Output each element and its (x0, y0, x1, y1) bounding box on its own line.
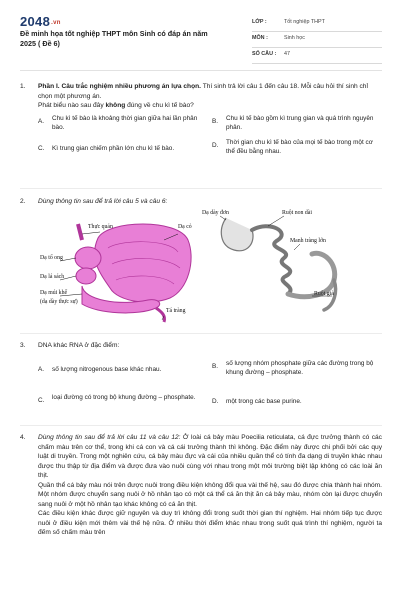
question-2: 2. Dùng thông tin sau để trả lời câu 5 và câu 6: (20, 197, 382, 207)
rumen-shape (95, 224, 192, 302)
label-omasum: Dạ lá sách (40, 274, 65, 280)
simple-stomach-shape (221, 218, 253, 251)
meta-row-class: LỚP : Tốt nghiệp THPT (252, 16, 382, 32)
q1-stem: Phát biểu nào sau đây không đúng về chu kì tế bào? (38, 102, 194, 109)
label-cecum: Manh tràng lớn (290, 238, 326, 244)
meta-row-subject: MÔN : Sinh học (252, 32, 382, 48)
q2-stem: Dùng thông tin sau để trả lời câu 5 và câu 6: (38, 198, 168, 205)
divider (20, 188, 382, 189)
small-intestine-shape (252, 226, 291, 294)
question-1: 1. Phần I. Câu trắc nghiệm nhiều phương án lựa chọn. Thí sinh trả lời câu 1 đến câu 18. Mỗi câu hỏi thí sinh chỉ chọn một phương án. Phát biểu nào sau đây không đúng về chu kì tế bào? A. Chu kì tế bào là khoảng thời gian giữa hai lần phân bào. B. Chu kì tế bào gồm kì trung gian và quá trình nguyên phân. C. Kì trung gian chiếm phần lớn chu kì tế bào. D. Thời gian chu kì tế bào của mọi tế bào trong một cơ thể đều bằng nhau. (20, 82, 382, 166)
label-simple-stomach: Dạ dày đơn (202, 210, 229, 216)
omasum-shape (76, 268, 96, 284)
digestive-system-figure (38, 210, 368, 328)
site-logo[interactable]: 2048.vn (20, 14, 61, 29)
q3-stem: DNA khác RNA ở đặc điểm: (38, 342, 120, 349)
question-3: 3. DNA khác RNA ở đặc điểm: A. số lượng nitrogenous base khác nhau. B. số lượng nhóm phosphate giữa các đường trong bộ khung đường – phosphate. C. loại đường có trong bộ khung đường – phosphate. D. một trong các base purine. (20, 341, 382, 421)
q4-paragraph-3: Các điều kiện khác được giữ nguyên và duy trì không đổi trong suốt thời gian thí nghiệm. Hai nhóm tiếp tục được nuôi ở điều kiện mới thêm vài thế hệ nữa. Ở nhiều thời điểm khác nhau trong suốt quá trình thí nghiệm, người ta đếm số chấm màu trên (38, 510, 382, 536)
q4-paragraph-1: Dùng thông tin sau để trả lời câu 11 và câu 12: Ở loài cá bảy màu Poecilia reticulata, cá đực trưởng thành có các chấm màu trên cơ thể, trong khi cá con và cá cái trưởng thành thì không. Đặc điểm này được chi phối bởi các quy luật di truyền. Trong một nghiên cứu, cá bảy màu đực và cái của nhiều quần thể có tính đa dạng di truyền khác nhau được thu thập từ địa điểm và được đưa vào nuôi cùng với nhau trong một môi trường biệt lập không có các loài ăn thịt. (38, 434, 382, 479)
label-true-stomach: (dạ dày thực sự) (40, 299, 78, 305)
meta-row-count: SỐ CÂU : 47 (252, 48, 382, 64)
page-header (0, 0, 400, 64)
label-esophagus: Thực quản (88, 224, 113, 230)
label-duodenum: Tá tràng (166, 308, 186, 314)
reticulum-shape (75, 247, 101, 269)
question-4: 4. Dùng thông tin sau để trả lời câu 11 và câu 12: Ở loài cá bảy màu Poecilia reticulata, cá đực trưởng thành có các chấm màu trên cơ thể, trong khi cá con và cá cái trưởng thành thì không. Đặc điểm này được chi phối bởi các quy luật di truyền. Trong một nghiên cứu, cá bảy màu đực và cái của nhiều quần thể có tính đa dạng di truyền khác nhau được thu thập từ địa điểm và được đưa vào nuôi cùng với nhau trong một môi trường biệt lập không có các loài ăn thịt. Quần thể cá bảy màu nói trên được nuôi trong điều kiện không đổi qua vài thế hệ, sau đó được chia thành hai nhóm. Một nhóm được chuyển sang nuôi ở hồ nhân tạo có một cá thể cá ăn thịt ăn cá bảy màu, nhóm còn lại được chuyển sang nuôi ở một hồ nhân tạo khác không có cá ăn thịt. Các điều kiện khác được giữ nguyên và duy trì không đổi trong suốt thời gian thí nghiệm. Hai nhóm tiếp tục được nuôi ở điều kiện mới thêm vài thế hệ nữa. Ở nhiều thời điểm khác nhau trong suốt quá trình thí nghiệm, người ta đếm số chấm màu trên (20, 434, 382, 536)
header-divider (20, 70, 382, 71)
esophagus-shape (78, 224, 82, 240)
label-large-intestine: Ruột già (314, 291, 334, 297)
q4-paragraph-2: Quần thể cá bảy màu nói trên được nuôi trong điều kiện không đổi qua vài thế hệ, sau đó được chia thành hai nhóm. Một nhóm được chuyển sang nuôi ở hồ nhân tạo có một cá thể cá ăn thịt ăn cá bảy màu, nhóm còn lại được chuyển sang nuôi ở một hồ nhân tạo khác không có cá ăn thịt. (38, 481, 382, 508)
label-rumen: Dạ cỏ (178, 224, 192, 230)
label-abomasum: Dạ múi khế (40, 290, 68, 296)
q1-intro: Phần I. Câu trắc nghiệm nhiều phương án lựa chọn. Thí sinh trả lời câu 1 đến câu 18. Mỗi câu hỏi thí sinh chỉ chọn một phương án. (38, 83, 368, 100)
duodenum-shape (156, 308, 165, 322)
label-reticulum: Dạ tổ ong (40, 255, 63, 261)
meta-table (252, 16, 382, 64)
document-title: Đề minh họa tốt nghiệp THPT môn Sinh có đáp án năm 2025 ( Đề 6) (20, 29, 208, 48)
divider (20, 333, 382, 334)
divider (20, 425, 382, 426)
label-small-intestine: Ruột non dài (282, 210, 312, 216)
